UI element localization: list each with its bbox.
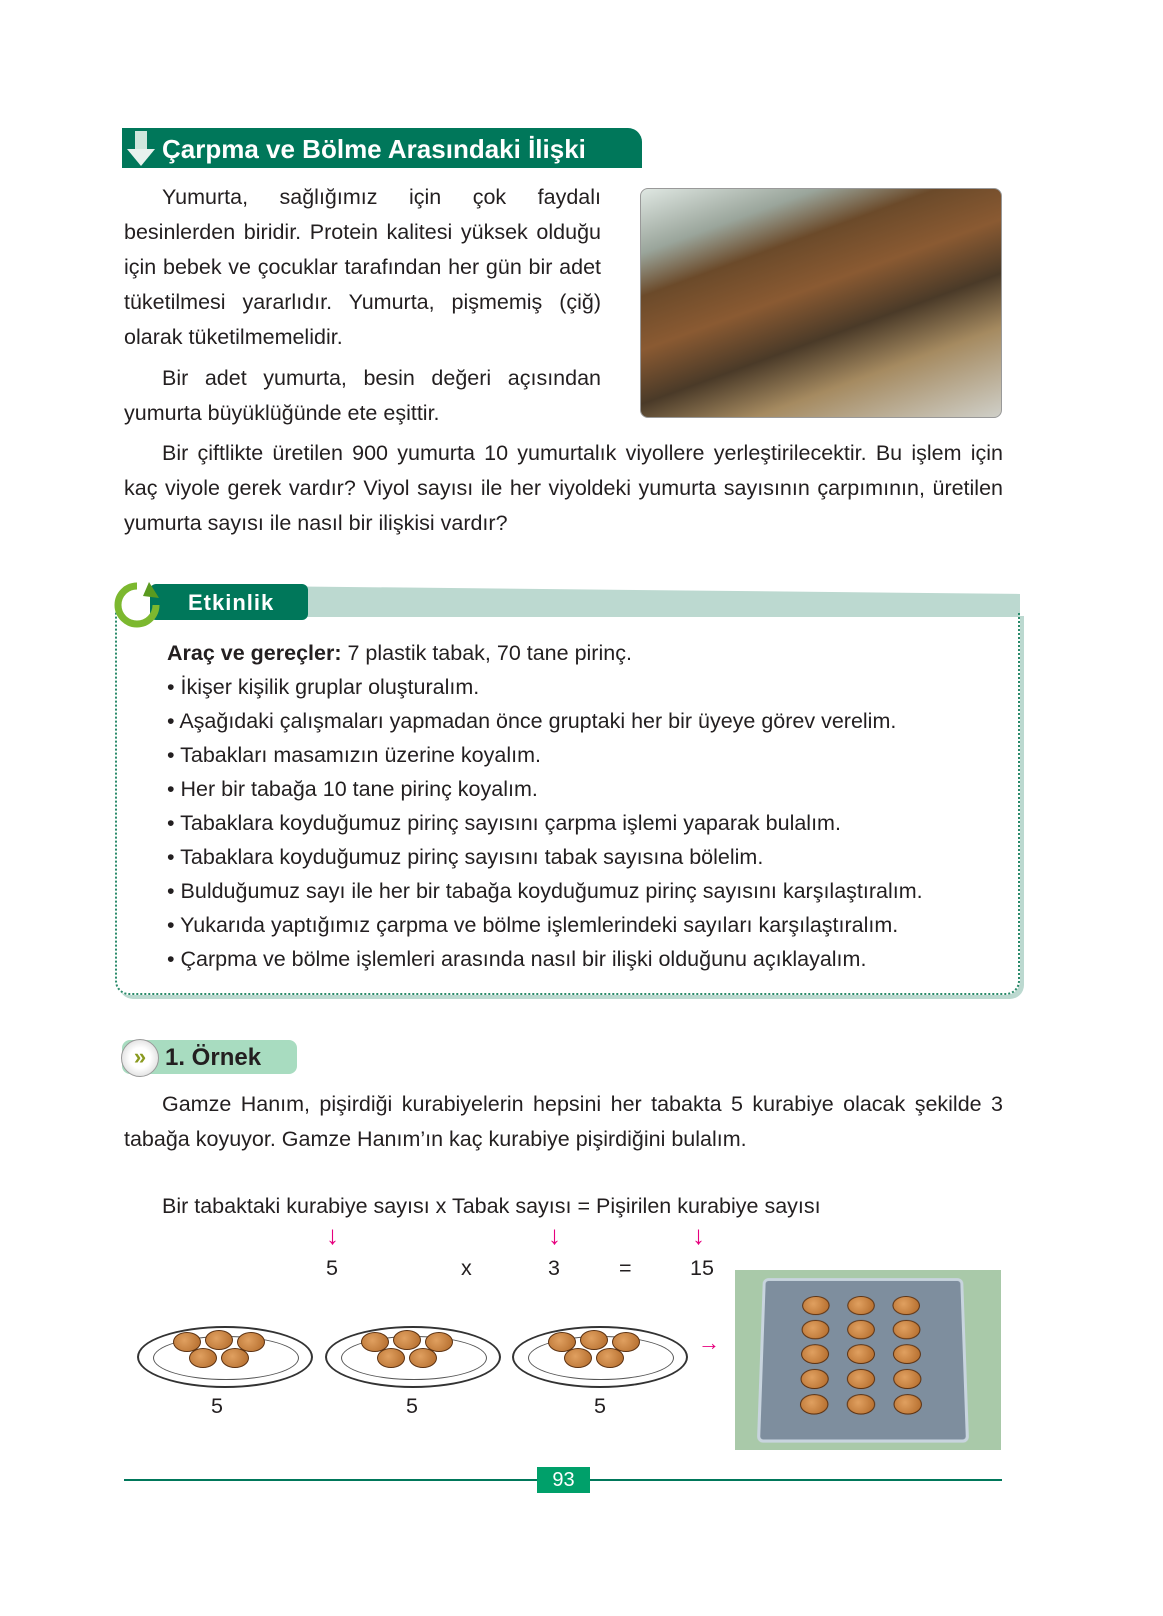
plate-with-cookies [512,1326,688,1388]
intro-paragraph-1: Yumurta, sağlığımız için çok faydalı besinlerden biridir. Protein kalitesi yüksek olduğu için bebek ve çocuklar tarafından her gün bir adet tüketilmesi yararlıdır. Yumurta, pişmemiş (çiğ) olarak tüketilmemelidir. [124,185,601,349]
chicken-farm-photo [640,188,1002,418]
cookie [801,1344,829,1364]
cookie [847,1369,875,1389]
cookie [847,1394,876,1414]
cycle-arrows-icon [113,580,161,630]
double-chevron-icon: » [121,1039,159,1077]
cookie [189,1348,217,1368]
activity-item: • Yukarıda yaptığımız çarpma ve bölme işlemlerindeki sayıları karşılaştıralım. [167,913,899,937]
cookie [892,1296,920,1315]
cookie [377,1348,405,1368]
cookie [580,1330,608,1350]
down-arrow-icon: ↓ [548,1220,561,1250]
activity-item: • Tabaklara koyduğumuz pirinç sayısını çarpma işlemi yaparak bulalım. [167,811,841,835]
equation-operator: x [461,1256,472,1280]
cookie [847,1320,875,1339]
plate-label: 5 [211,1394,223,1418]
cookie [564,1348,592,1368]
down-arrow-icon: ↓ [692,1220,705,1250]
cookie [893,1344,921,1364]
activity-item: • Her bir tabağa 10 tane pirinç koyalım. [167,777,538,801]
cookie [221,1348,249,1368]
intro-question [124,436,1003,541]
example-text-block [124,1087,1003,1157]
cookie [893,1320,921,1339]
equation-result: 15 [690,1256,714,1280]
cookie [205,1330,233,1350]
activity-item: • İkişer kişilik gruplar oluşturalım. [167,675,480,699]
intro-left-column [124,180,601,431]
baking-tray [757,1278,969,1443]
cookie [847,1344,875,1364]
cookie [893,1369,922,1389]
cookie [893,1394,922,1414]
equation-equals: = [619,1256,632,1280]
section-title: Çarpma ve Bölme Arasındaki İlişki [162,134,586,164]
equation-factor-a: 5 [326,1256,338,1280]
cookie [393,1330,421,1350]
activity-item: • Tabakları masamızın üzerine koyalım. [167,743,541,767]
equation-factor-b: 3 [548,1256,560,1280]
activity-item: • Çarpma ve bölme işlemleri arasında nasıl bir ilişki olduğunu açıklayalım. [167,947,867,971]
intro-paragraph-3: Bir çiftlikte üretilen 900 yumurta 10 yumurtalık viyollere yerleştirilecektir. Bu işlem için kaç viyole gerek vardır? Viyol sayısı ile her viyoldeki yumurta sayısının çarpımının, üretilen yumurta sayısı ile nasıl bir ilişkisi vardır? [124,441,1003,535]
plate-with-cookies [325,1326,501,1388]
cookie [596,1348,624,1368]
page-number: 93 [537,1467,590,1493]
activity-label: Etkinlik [150,584,308,620]
materials-line [167,636,1007,670]
plate-label: 5 [406,1394,418,1418]
plate-with-cookies [137,1326,313,1388]
down-arrow-icon [126,131,156,167]
cookie [409,1348,437,1368]
materials-label: Araç ve gereçler: [167,641,342,665]
example-text: Gamze Hanım, pişirdiği kurabiyelerin hepsini her tabakta 5 kurabiye olacak şekilde 3 tabağa koyuyor. Gamze Hanım’ın kaç kurabiye pişirdiğini bulalım. [124,1092,1003,1151]
activity-item: • Tabaklara koyduğumuz pirinç sayısını tabak sayısına bölelim. [167,845,764,869]
formula-text: Bir tabaktaki kurabiye sayısı x Tabak sayısı = Pişirilen kurabiye sayısı [162,1194,821,1218]
intro-paragraph-2: Bir adet yumurta, besin değeri açısından yumurta büyüklüğünde ete eşittir. [124,366,601,425]
example-label: 1. Örnek [122,1040,297,1074]
materials-text: 7 plastik tabak, 70 tane pirinç. [341,641,632,665]
activity-item: • Bulduğumuz sayı ile her bir tabağa koyduğumuz pirinç sayısını karşılaştıralım. [167,879,923,903]
right-arrow-icon: → [698,1330,720,1355]
plate-label: 5 [594,1394,606,1418]
cookie [800,1394,829,1414]
cookie [801,1320,829,1339]
section-title-bar [122,128,642,168]
cookie [847,1296,875,1315]
down-arrow-icon: ↓ [326,1220,339,1250]
activity-item: • Aşağıdaki çalışmaları yapmadan önce gruptaki her bir üyeye görev verelim. [167,709,897,733]
cookie [800,1369,829,1389]
cookie [802,1296,830,1315]
activity-content [167,636,1007,976]
